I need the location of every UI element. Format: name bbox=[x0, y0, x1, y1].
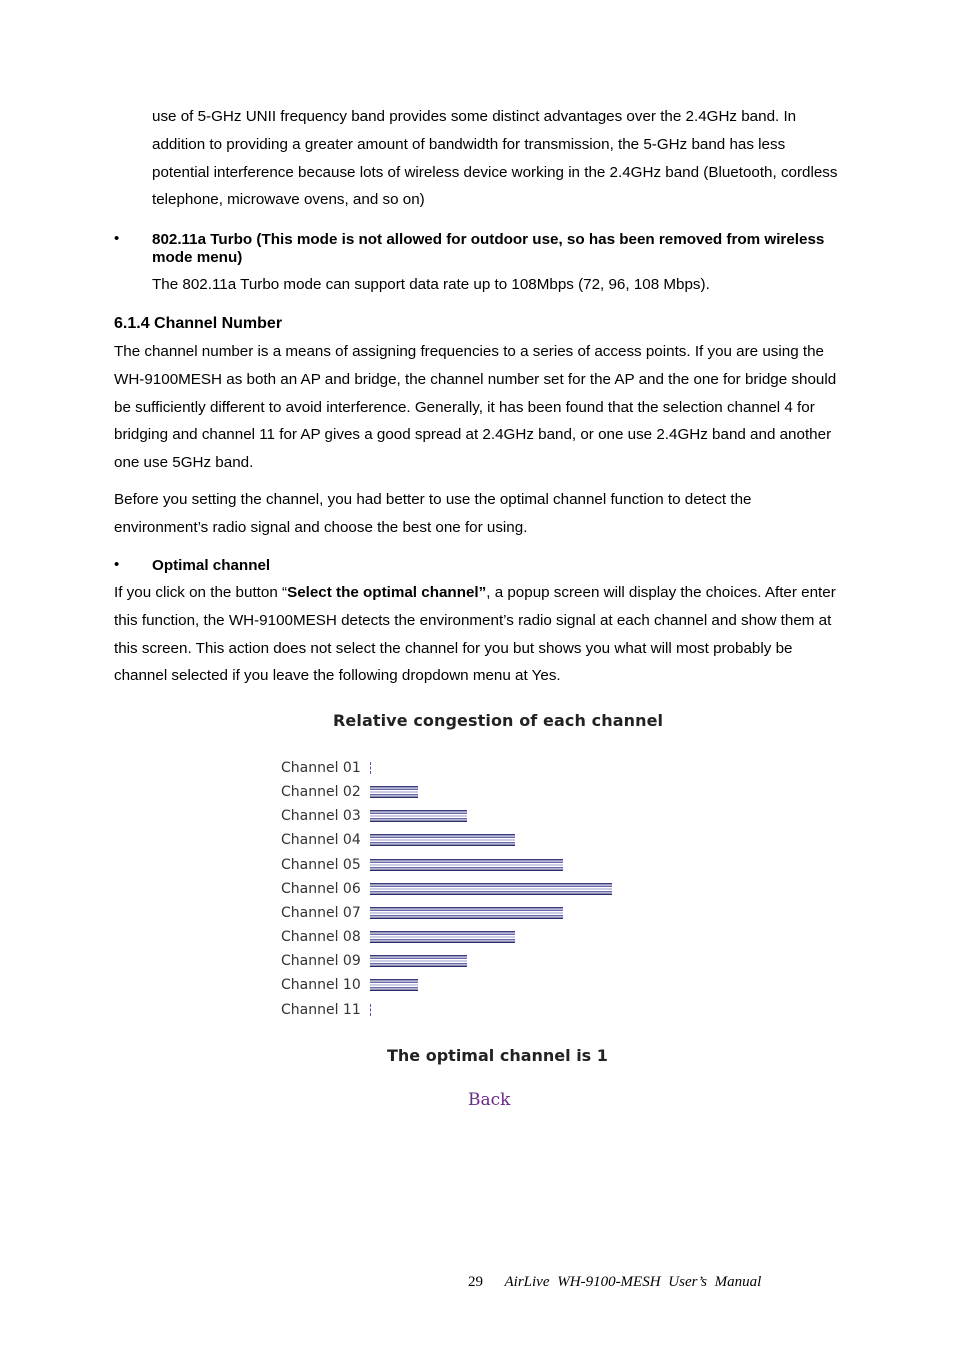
channel-label: Channel 09 bbox=[281, 953, 361, 970]
channel-label: Channel 10 bbox=[281, 977, 361, 994]
channel-label: Channel 03 bbox=[281, 808, 361, 825]
congestion-bar bbox=[370, 931, 515, 943]
optimal-paragraph-strong: Select the optimal channel” bbox=[287, 584, 487, 601]
congestion-bar bbox=[370, 979, 418, 991]
chart-title: Relative congestion of each channel bbox=[333, 711, 664, 730]
turbo-bullet-text: The 802.11a Turbo mode can support data rate up to 108Mbps (72, 96, 108 Mbps). bbox=[152, 276, 710, 293]
channel-label: Channel 01 bbox=[281, 760, 361, 776]
channel-label: Channel 06 bbox=[281, 880, 361, 897]
optimal-paragraph-before: If you click on the button “ bbox=[114, 584, 288, 601]
congestion-bar bbox=[370, 762, 373, 774]
channel-label: Channel 11 bbox=[281, 1001, 361, 1018]
section-heading: 6.1.4 Channel Number bbox=[114, 315, 283, 332]
page-footer bbox=[468, 1274, 761, 1291]
congestion-bar bbox=[370, 883, 612, 895]
optimal-paragraph bbox=[114, 579, 846, 690]
optimal-paragraph-after: , a popup screen will display the choices. After enter this function, the WH-9100MESH detects the environment’s radio signal at each channel and show them at this screen. This action does not select the channel for you but shows you what will most probably be channel selected if you leave the following dropdown menu at Yes. bbox=[114, 584, 836, 685]
channel-paragraph: The channel number is a means of assigning frequencies to a series of access points. If you are using the WH-9100MESH as both an AP and bridge, the channel number set for the AP and the one for bridge should be sufficiently different to avoid interference. Generally, it has been found that the selection channel 4 for bridging and channel 11 for AP gives a good spread at 2.4GHz band, or one use 2.4GHz band and another one use 5GHz band. bbox=[114, 343, 837, 472]
channel-label: Channel 02 bbox=[281, 784, 361, 801]
page-number: 29 bbox=[468, 1274, 483, 1290]
congestion-bar bbox=[370, 810, 467, 822]
congestion-bar bbox=[370, 907, 563, 919]
congestion-bar bbox=[370, 786, 418, 798]
optimal-result: The optimal channel is 1 bbox=[387, 1046, 608, 1065]
channel-label: Channel 07 bbox=[281, 904, 361, 921]
manual-title: AirLive WH-9100-MESH User’s Manual bbox=[504, 1274, 762, 1290]
intro-paragraph: use of 5-GHz UNII frequency band provides some distinct advantages over the 2.4GHz band. In addition to providing a greater amount of bandwidth for transmission, the 5-GHz band has less potential interference because lots of wireless device working in the 2.4GHz band (Bluetooth, cordless telephone, microwave ovens, and so on) bbox=[152, 108, 838, 209]
channel-label: Channel 04 bbox=[281, 832, 361, 849]
congestion-bar bbox=[370, 834, 515, 846]
congestion-bar bbox=[370, 955, 467, 967]
back-link[interactable]: Back bbox=[468, 1090, 511, 1110]
optimal-bullet-title: Optimal channel bbox=[152, 557, 271, 574]
congestion-bar bbox=[370, 859, 563, 871]
bullet-icon: • bbox=[114, 556, 120, 573]
congestion-bar bbox=[370, 1004, 373, 1016]
bullet-icon: • bbox=[114, 230, 120, 247]
turbo-bullet-title: 802.11a Turbo (This mode is not allowed for outdoor use, so has been removed from wireless mode menu) bbox=[152, 231, 825, 266]
before-paragraph: Before you setting the channel, you had better to use the optimal channel function to detect the environment’s radio signal and choose the best one for using. bbox=[114, 491, 752, 536]
channel-label: Channel 05 bbox=[281, 856, 361, 873]
channel-label: Channel 08 bbox=[281, 929, 361, 946]
